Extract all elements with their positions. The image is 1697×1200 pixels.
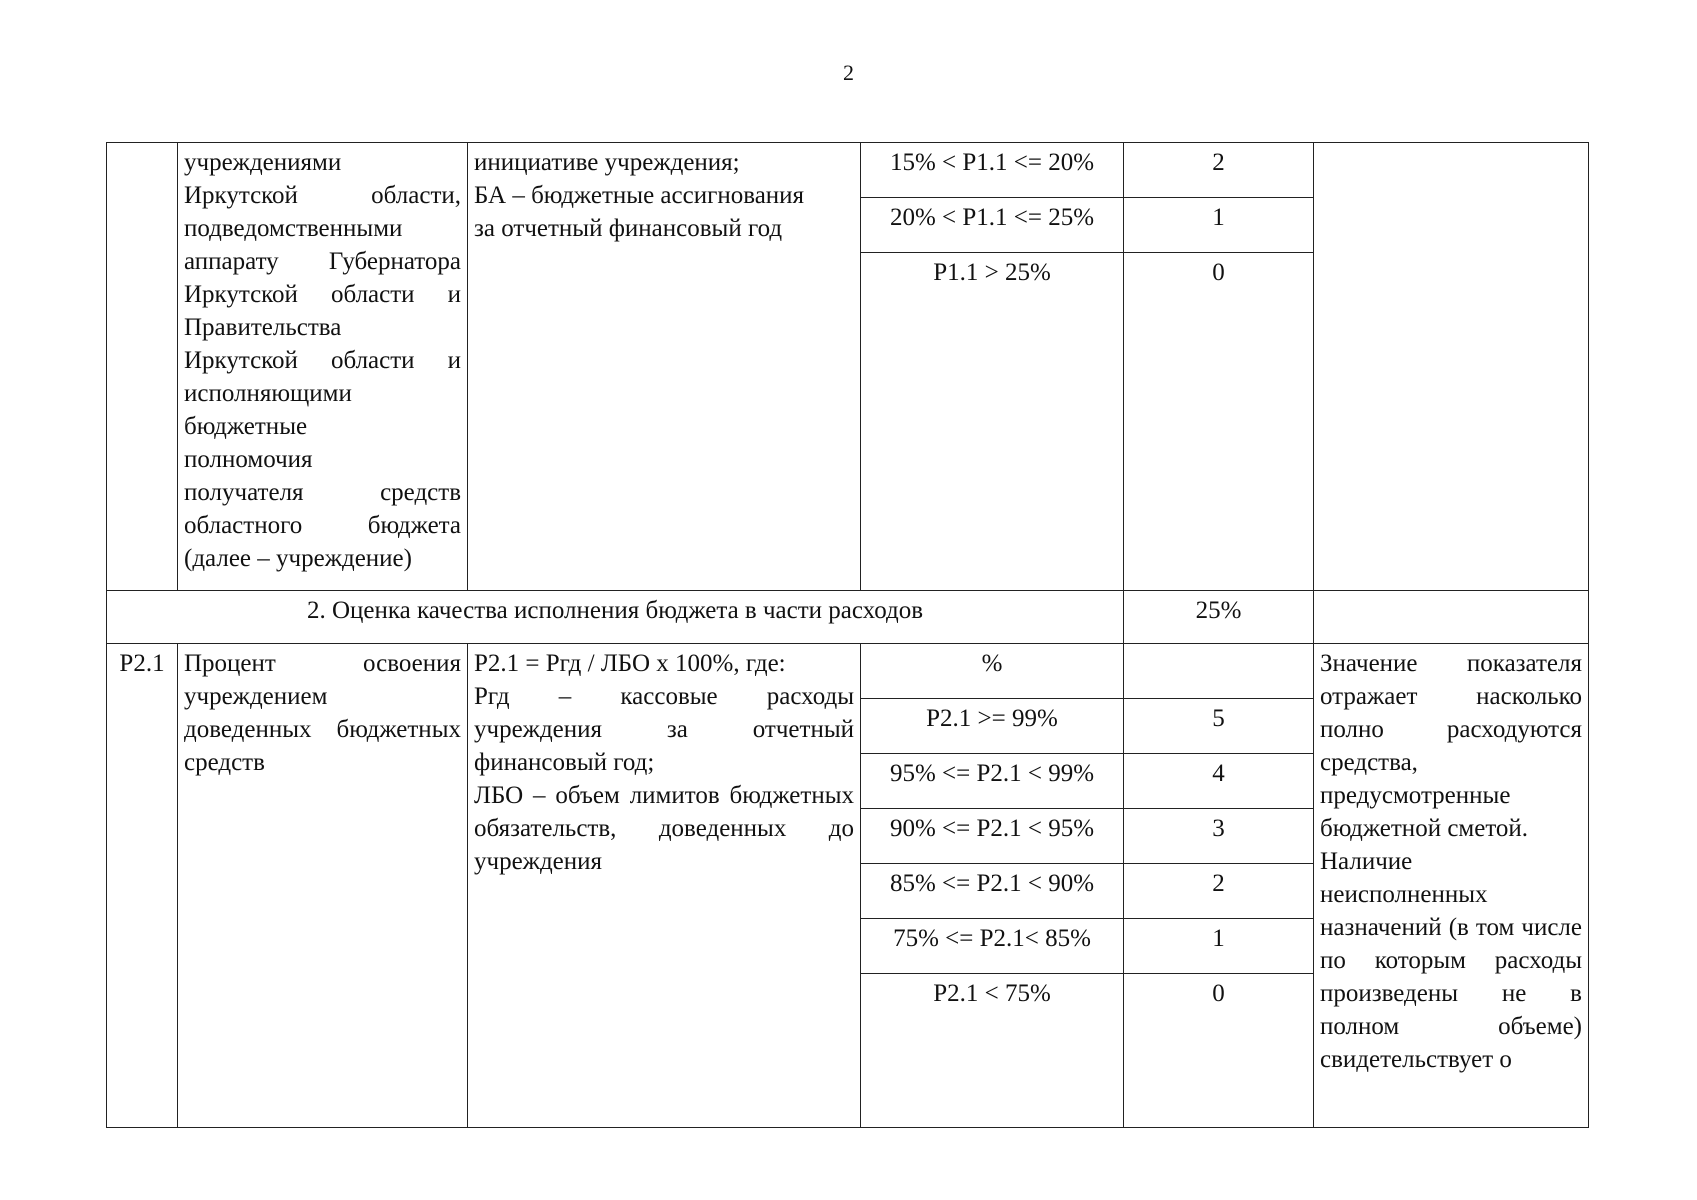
name-line: Иркутской области и — [184, 281, 461, 308]
name-line: Правительства — [184, 314, 342, 341]
scale-score: 1 — [1124, 198, 1314, 253]
name-line: Иркутской области и — [184, 347, 461, 374]
scale-score: 1 — [1124, 919, 1314, 974]
name-line: подведомственными — [184, 215, 403, 242]
formula-line: Ргд – кассовые расходы учреждения за отчетный финансовый год; — [474, 683, 854, 776]
section-weight: 25% — [1124, 591, 1314, 644]
formula-line: P2.1 = Ргд / ЛБО х 100%, где: — [474, 650, 786, 677]
code-cell-empty — [107, 143, 178, 591]
scale-score: 0 — [1124, 253, 1314, 591]
scale-range: P2.1 >= 99% — [861, 699, 1124, 754]
scale-score: 4 — [1124, 754, 1314, 809]
section-header-row — [107, 591, 1589, 644]
scale-range: 15% < P1.1 <= 20% — [861, 143, 1124, 198]
scale-range: 20% < P1.1 <= 25% — [861, 198, 1124, 253]
name-line: Иркутской области, — [184, 182, 461, 209]
page-number: 2 — [843, 60, 854, 85]
criteria-table — [106, 142, 1589, 1128]
formula-cell — [468, 143, 861, 591]
scale-unit: % — [861, 644, 1124, 699]
table-row — [107, 143, 1589, 198]
indicator-name-cell — [178, 644, 468, 1128]
name-line: получателя средств — [184, 479, 461, 506]
comment-cell — [1314, 644, 1589, 1128]
scale-range: 75% <= P2.1< 85% — [861, 919, 1124, 974]
scale-range: 90% <= P2.1 < 95% — [861, 809, 1124, 864]
section-title: 2. Оценка качества исполнения бюджета в части расходов — [107, 591, 1124, 644]
section-comment-empty — [1314, 591, 1589, 644]
formula-line: ЛБО – объем лимитов бюджетных обязательств, доведенных до учреждения — [474, 782, 854, 875]
name-line: исполняющими — [184, 380, 352, 407]
scale-range: 95% <= P2.1 < 99% — [861, 754, 1124, 809]
formula-line: за отчетный финансовый год — [474, 215, 783, 242]
scale-score: 2 — [1124, 143, 1314, 198]
indicator-name: Процент освоения учреждением доведенных бюджетных средств — [184, 650, 461, 776]
scale-score: 3 — [1124, 809, 1314, 864]
scale-range: P1.1 > 25% — [861, 253, 1124, 591]
scale-range: 85% <= P2.1 < 90% — [861, 864, 1124, 919]
formula-cell — [468, 644, 861, 1128]
name-line: областного бюджета — [184, 512, 461, 539]
scale-range: P2.1 < 75% — [861, 974, 1124, 1128]
formula-line: инициативе учреждения; — [474, 149, 740, 176]
name-line: бюджетные — [184, 413, 308, 440]
formula-line: БА – бюджетные ассигнования — [474, 182, 805, 209]
indicator-code: P2.1 — [107, 644, 178, 1128]
name-line: аппарату Губернатора — [184, 248, 461, 275]
scale-score: 0 — [1124, 974, 1314, 1128]
comment-cell-empty — [1314, 143, 1589, 591]
scale-score: 2 — [1124, 864, 1314, 919]
indicator-name-cell — [178, 143, 468, 591]
scale-score: 5 — [1124, 699, 1314, 754]
name-line: учреждениями — [184, 149, 342, 176]
scale-score-empty — [1124, 644, 1314, 699]
comment-line: Значение показателя отражает насколько полно расходуются средства, предусмотренные бюджетной сметой. — [1320, 650, 1582, 842]
table-row — [107, 644, 1589, 699]
name-line: полномочия — [184, 446, 313, 473]
name-line: (далее – учреждение) — [184, 545, 412, 572]
comment-line: Наличие неисполненных назначений (в том числе по которым расходы произведены не в полном объеме) свидетельствует о — [1320, 848, 1582, 1073]
